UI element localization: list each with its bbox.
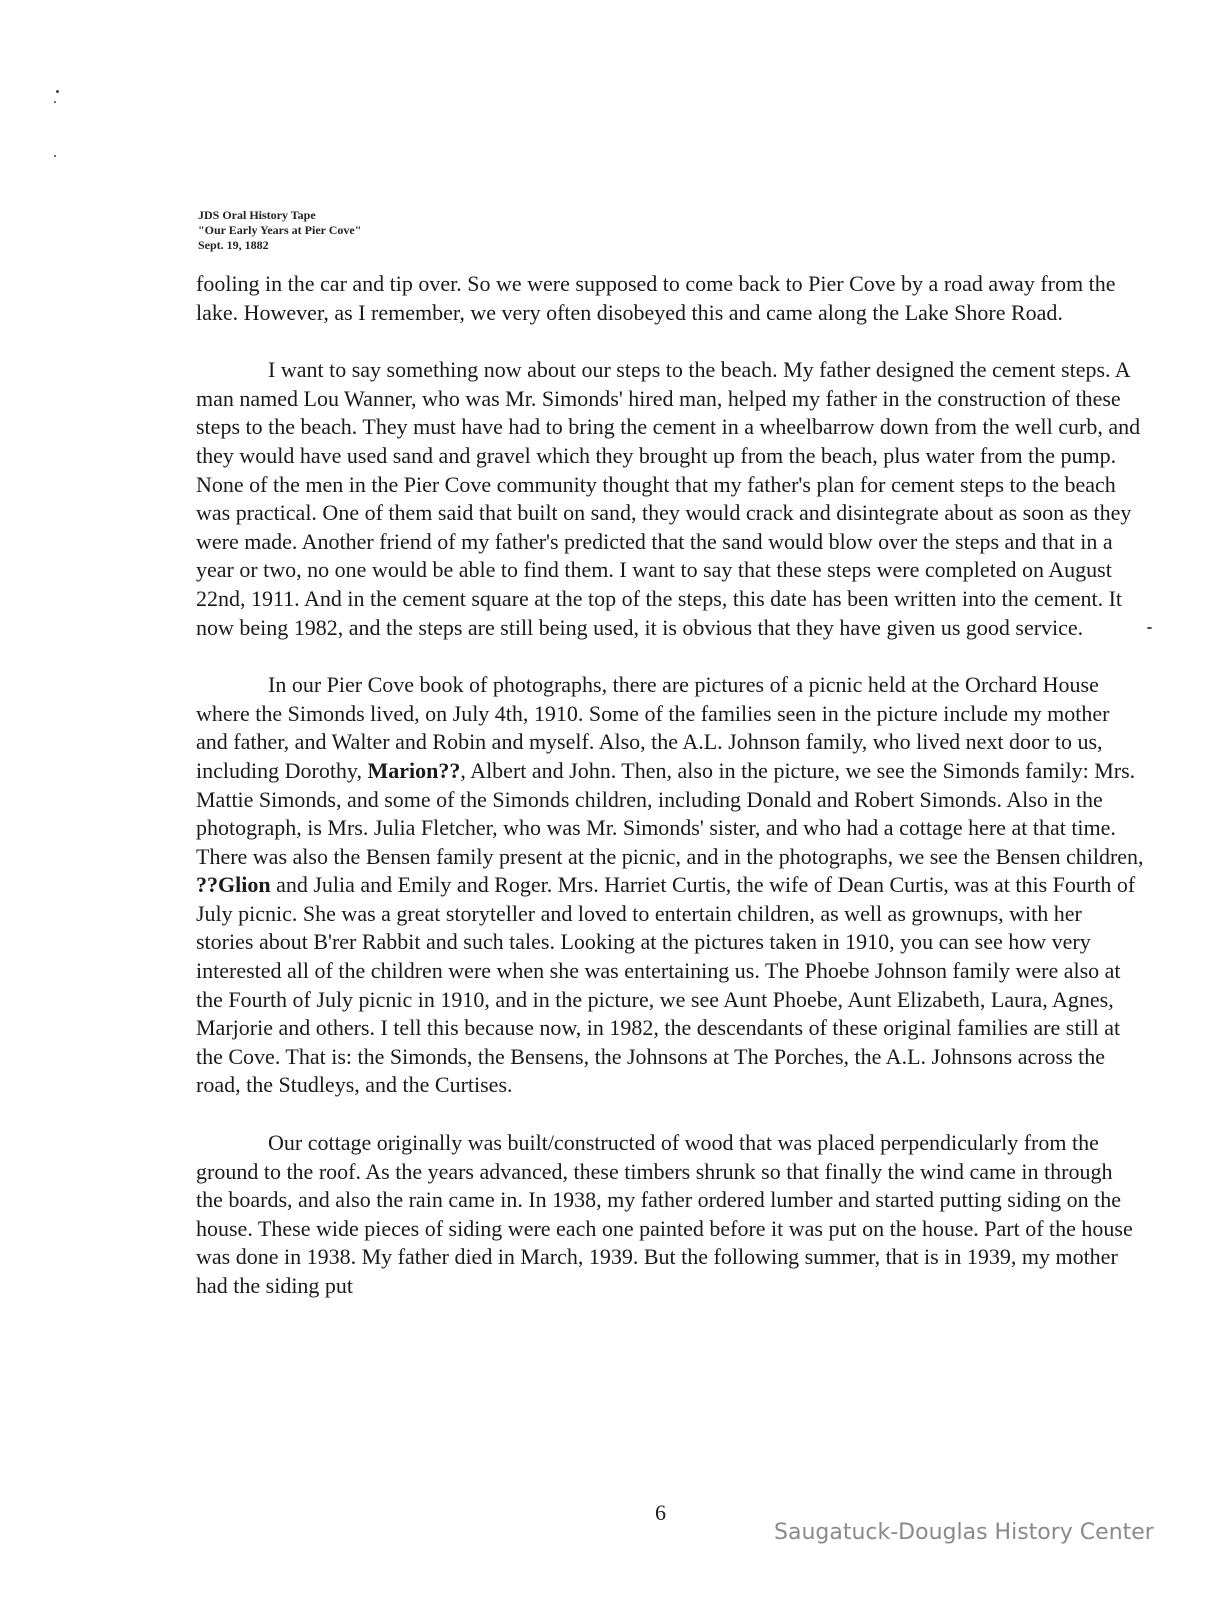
uncertain-name-marion: Marion?? (367, 757, 461, 783)
watermark: Saugatuck-Douglas History Center (774, 1520, 1154, 1545)
picnic-text-part: and Julia and Emily and Roger. Mrs. Harriet Curtis, the wife of Dean Curtis, was at this Fourth of July picnic. She was a great storyteller and loved to entertain children, as well as grownups, with her stories about B'rer Rabbit and such tales. Looking at the pictures taken in 1910, you can see how very interested all of the children were when she was entertaining us. The Phoebe Johnson family were also at the Fourth of July picnic in 1910, and in the picture, we see Aunt Phoebe, Aunt Elizabeth, Laura, Agnes, Marjorie and others. I tell this because now, in 1982, the descendants of these original families are still at the Cove. That is: the Simonds, the Bensens, the Johnsons at The Porches, the A.L. Johnsons across the road, the Studleys, and the Curtises. (196, 872, 1136, 1098)
picnic-text-part: In our Pier Cove book of photographs, there are pictures of a picnic held at the Orchard House where the Simonds lived, on July 4th, 1910. Some of the families seen in the picture include my mother and father, and Walter and Robin and myself. Also, the A.L. Johnson family, who lived next door to us, including Dorothy, (196, 672, 1110, 783)
header-tape-title: JDS Oral History Tape (198, 208, 316, 222)
paragraph-cottage: Our cottage originally was built/constructed of wood that was placed perpendicularly from the ground to the roof. As the years advanced, these timbers shrunk so that finally the wind came in through the boards, and also the rain came in. In 1938, my father ordered lumber and started putting siding on the house. These wide pieces of siding were each one painted before it was put on the house. Part of the house was done in 1938. My father died in March, 1939. But the following summer, that is in 1939, my mother had the siding put (196, 1130, 1133, 1298)
picnic-text-part: , Albert and John. Then, also in the picture, we see the Simonds family: Mrs. Mattie Simonds, and some of the Simonds children, including Donald and Robert Simonds. Also in the photograph, is Mrs. Julia Fletcher, who was Mr. Simonds' sister, and who had a cottage here at that time. There was also the Bensen family present at the picnic, and in the photographs, we see the Bensen children, (196, 757, 1144, 869)
scan-speck (54, 101, 56, 103)
header-date: Sept. 19, 1882 (198, 238, 269, 252)
document-header (198, 208, 361, 253)
paragraph-continuation: fooling in the car and tip over. So we were supposed to come back to Pier Cove by a road away from the lake. However, as I remember, we very often disobeyed this and came along the Lake Shore Road. (196, 271, 1116, 325)
scan-speck (1147, 627, 1152, 629)
page-number: 6 (655, 1500, 666, 1525)
paragraph-picnic (196, 671, 1144, 1100)
scan-speck (54, 155, 56, 157)
uncertain-name-glion: ??Glion (196, 872, 271, 898)
paragraph-beach-steps: I want to say something now about our steps to the beach. My father designed the cement steps. A man named Lou Wanner, who was Mr. Simonds' hired man, helped my father in the construction of these steps to the beach. They must have had to bring the cement in a wheelbarrow down from the well curb, and they would have used sand and gravel which they brought up from the beach, plus water from the pump. None of the men in the Pier Cove community thought that my father's plan for cement steps to the beach was practical. One of them said that built on sand, they would crack and disintegrate about as soon as they were made. Another friend of my father's predicted that the sand would blow over the steps and that in a year or two, no one would be able to find them. I want to say that these steps were completed on August 22nd, 1911. And in the cement square at the top of the steps, this date has been written into the cement. It now being 1982, and the steps are still being used, it is obvious that they have given us good service. (196, 357, 1141, 640)
scan-speck (56, 90, 59, 93)
document-body (196, 270, 1144, 1330)
header-story-title: "Our Early Years at Pier Cove" (198, 223, 362, 237)
